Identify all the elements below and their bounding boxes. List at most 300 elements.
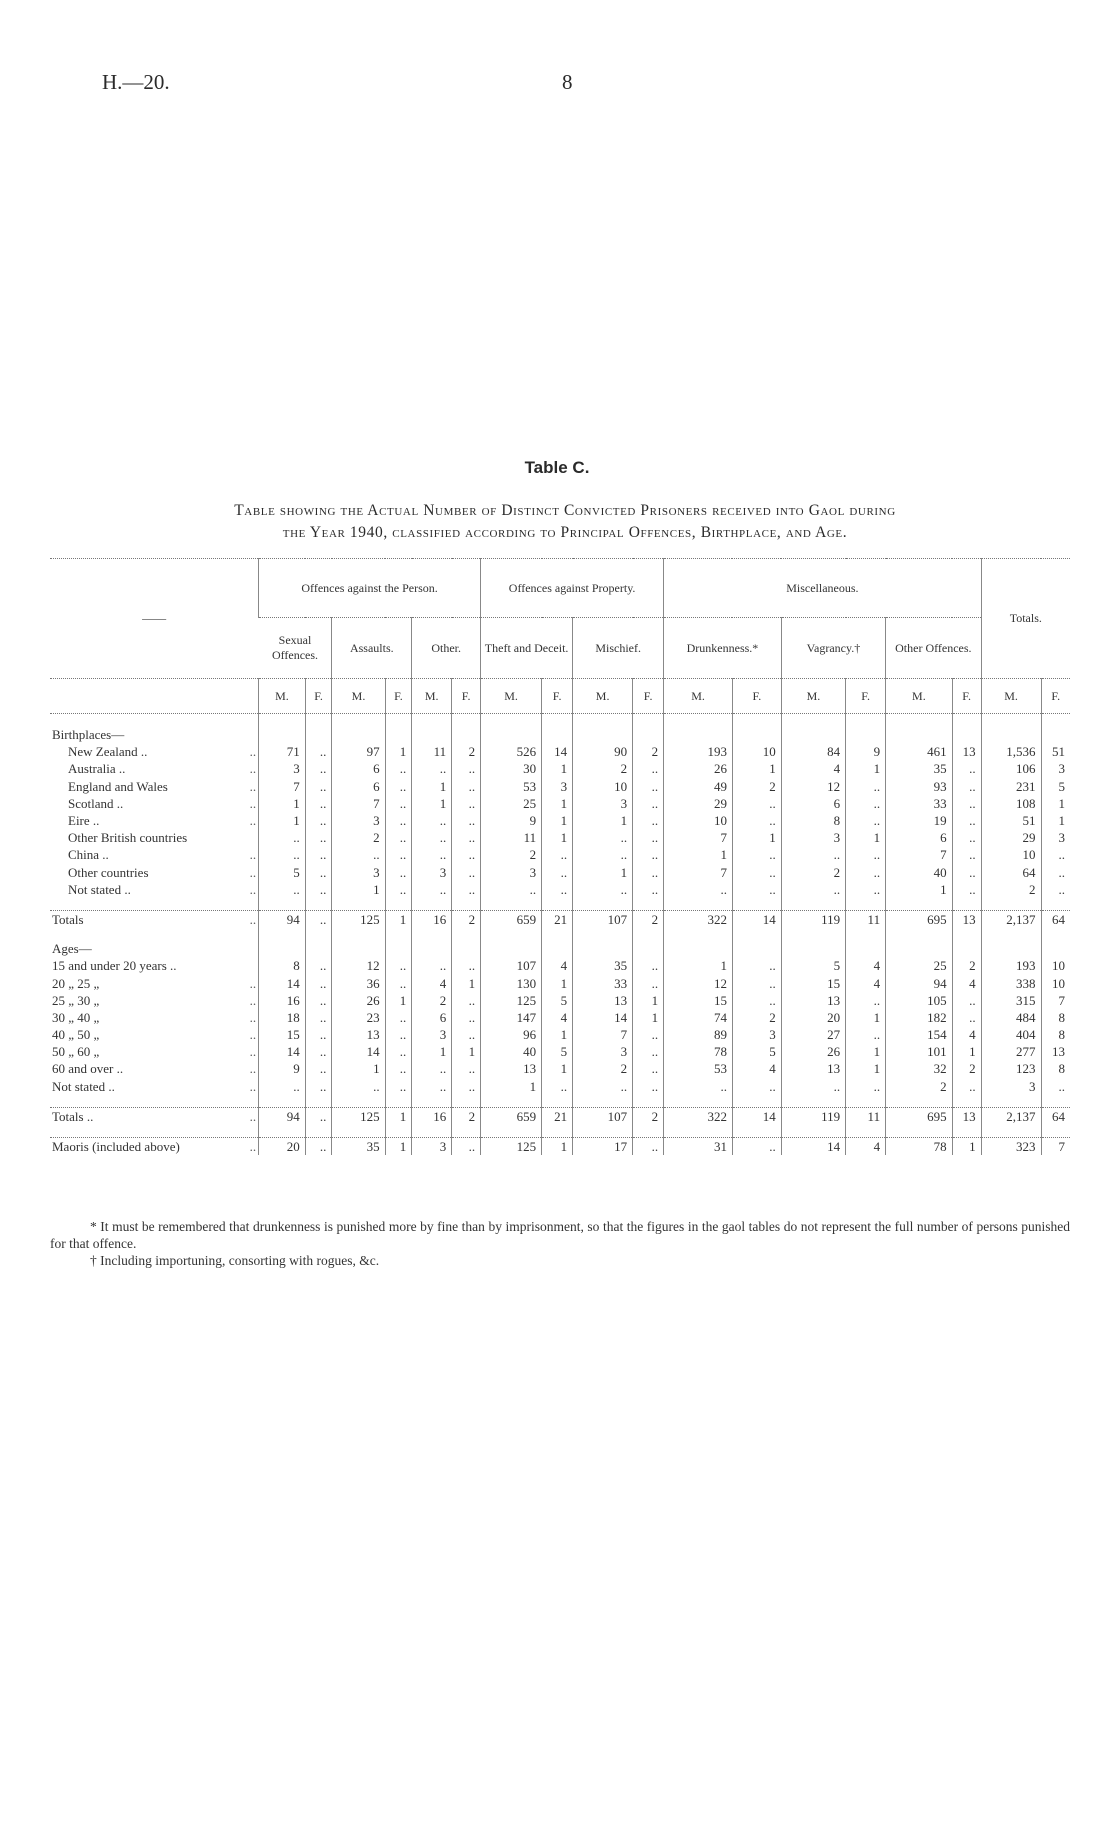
value-cell: 1 xyxy=(542,974,573,991)
maoris-row xyxy=(50,1137,1070,1155)
value-cell: 107 xyxy=(481,957,542,974)
value-cell: 94 xyxy=(886,974,953,991)
value-cell: .. xyxy=(633,846,664,863)
spacer-row xyxy=(50,928,1070,940)
value-cell: 4 xyxy=(846,957,886,974)
value-cell: 2 xyxy=(732,1009,781,1026)
birthplace-row xyxy=(50,795,1070,812)
value-cell: 18 xyxy=(259,1009,306,1026)
value-cell: .. xyxy=(633,795,664,812)
caption-line-2: the Year 1940, classified according to Principal Offences, Birthplace, and Age. xyxy=(282,524,848,541)
value-cell: 182 xyxy=(886,1009,953,1026)
header-other-offences: Other Offences. xyxy=(886,618,982,679)
row-label-text: Other countries xyxy=(68,864,149,880)
value-cell: 11 xyxy=(846,1107,886,1125)
value-cell: 130 xyxy=(481,974,542,991)
header-female: F. xyxy=(952,679,981,714)
value-cell: 1 xyxy=(573,864,633,881)
leader-dots: .. xyxy=(249,864,257,880)
value-cell: .. xyxy=(633,1043,664,1060)
value-cell: .. xyxy=(952,812,981,829)
leader-dots: .. xyxy=(249,1078,257,1094)
value-cell: .. xyxy=(385,812,412,829)
value-cell: 21 xyxy=(542,910,573,928)
age-row xyxy=(50,992,1070,1009)
value-cell: .. xyxy=(452,1060,481,1077)
value-cell: .. xyxy=(385,778,412,795)
page-reference: H.—20. xyxy=(102,70,170,94)
value-cell: 659 xyxy=(481,910,542,928)
value-cell: .. xyxy=(952,992,981,1009)
value-cell: .. xyxy=(542,881,573,898)
header-theft-deceit: Theft and Deceit. xyxy=(481,618,573,679)
value-cell: 96 xyxy=(481,1026,542,1043)
spacer-row xyxy=(50,898,1070,911)
leader-dots: .. xyxy=(249,847,257,863)
value-cell: .. xyxy=(259,1078,306,1095)
value-cell: 277 xyxy=(981,1043,1041,1060)
value-cell: 1 xyxy=(452,974,481,991)
value-cell: 7 xyxy=(886,846,953,863)
value-cell: 461 xyxy=(886,743,953,760)
row-label xyxy=(50,812,259,829)
value-cell: 14 xyxy=(732,1107,781,1125)
value-cell: .. xyxy=(573,846,633,863)
value-cell: 53 xyxy=(481,778,542,795)
value-cell: .. xyxy=(412,1060,452,1077)
row-label-text: Not stated .. xyxy=(52,1078,115,1094)
value-cell: .. xyxy=(952,846,981,863)
value-cell: 193 xyxy=(981,957,1041,974)
value-cell: 3 xyxy=(332,812,385,829)
value-cell: 15 xyxy=(259,1026,306,1043)
value-cell: .. xyxy=(633,974,664,991)
header-male: M. xyxy=(664,679,733,714)
header-sub-blank xyxy=(50,679,259,714)
row-label-text: Eire .. xyxy=(68,813,100,829)
birthplace-row xyxy=(50,812,1070,829)
value-cell: 2 xyxy=(981,881,1041,898)
value-cell: 5 xyxy=(542,992,573,1009)
value-cell: 2,137 xyxy=(981,1107,1041,1125)
value-cell: 2 xyxy=(573,760,633,777)
row-label xyxy=(50,864,259,881)
value-cell: .. xyxy=(573,881,633,898)
row-label xyxy=(50,1137,259,1155)
value-cell: 9 xyxy=(259,1060,306,1077)
value-cell: 40 xyxy=(886,864,953,881)
value-cell: .. xyxy=(385,1009,412,1026)
value-cell: 10 xyxy=(981,846,1041,863)
footnotes xyxy=(50,1218,1070,1269)
value-cell: 14 xyxy=(259,974,306,991)
value-cell: 1 xyxy=(385,910,412,928)
leader-dots: .. xyxy=(249,744,257,760)
value-cell: .. xyxy=(633,957,664,974)
row-label xyxy=(50,1078,259,1095)
value-cell: .. xyxy=(305,957,332,974)
value-cell: .. xyxy=(1041,864,1070,881)
leader-dots: .. xyxy=(249,1139,257,1155)
value-cell: 26 xyxy=(781,1043,845,1060)
value-cell: 26 xyxy=(332,992,385,1009)
value-cell: .. xyxy=(846,846,886,863)
value-cell: 11 xyxy=(481,829,542,846)
row-label-text: Totals xyxy=(52,911,84,927)
table-caption xyxy=(75,500,1055,544)
value-cell: 4 xyxy=(412,974,452,991)
value-cell: 12 xyxy=(332,957,385,974)
birthplace-row xyxy=(50,829,1070,846)
value-cell: 2 xyxy=(633,743,664,760)
row-label-text: Not stated .. xyxy=(68,881,131,897)
value-cell: .. xyxy=(633,1060,664,1077)
value-cell: 40 xyxy=(481,1043,542,1060)
value-cell: 4 xyxy=(952,1026,981,1043)
value-cell: 484 xyxy=(981,1009,1041,1026)
value-cell: 125 xyxy=(332,1107,385,1125)
row-label xyxy=(50,957,259,974)
value-cell: 16 xyxy=(412,1107,452,1125)
value-cell: 3 xyxy=(412,864,452,881)
value-cell: 1 xyxy=(664,846,733,863)
value-cell: 125 xyxy=(481,992,542,1009)
value-cell: .. xyxy=(305,743,332,760)
footnote-vagrancy: † Including importuning, consorting with rogues, &c. xyxy=(90,1253,380,1268)
value-cell: .. xyxy=(305,1026,332,1043)
value-cell: .. xyxy=(452,778,481,795)
value-cell: 13 xyxy=(573,992,633,1009)
value-cell: 13 xyxy=(952,743,981,760)
value-cell: 322 xyxy=(664,1107,733,1125)
value-cell: .. xyxy=(952,1009,981,1026)
value-cell: .. xyxy=(305,1107,332,1125)
row-label-text: 40 „ 50 „ xyxy=(52,1027,100,1043)
value-cell: .. xyxy=(385,829,412,846)
value-cell: 19 xyxy=(886,812,953,829)
value-cell: .. xyxy=(633,864,664,881)
header-female: F. xyxy=(633,679,664,714)
leader-dots: .. xyxy=(249,1027,257,1043)
birthplace-totals-row xyxy=(50,910,1070,928)
value-cell: 5 xyxy=(1041,778,1070,795)
value-cell: 2 xyxy=(633,1107,664,1125)
value-cell: 14 xyxy=(542,743,573,760)
value-cell: 36 xyxy=(332,974,385,991)
value-cell: 11 xyxy=(412,743,452,760)
value-cell: .. xyxy=(633,812,664,829)
row-label xyxy=(50,795,259,812)
value-cell: 94 xyxy=(259,910,306,928)
value-cell: 193 xyxy=(664,743,733,760)
value-cell: 1 xyxy=(385,743,412,760)
value-cell: 3 xyxy=(412,1137,452,1155)
header-male: M. xyxy=(259,679,306,714)
value-cell: 7 xyxy=(664,864,733,881)
age-row xyxy=(50,1009,1070,1026)
value-cell: 33 xyxy=(886,795,953,812)
value-cell: 13 xyxy=(952,910,981,928)
value-cell: 4 xyxy=(542,957,573,974)
value-cell: .. xyxy=(846,881,886,898)
value-cell: .. xyxy=(259,829,306,846)
value-cell: 1 xyxy=(633,1009,664,1026)
header-female: F. xyxy=(542,679,573,714)
value-cell: 23 xyxy=(332,1009,385,1026)
header-mischief: Mischief. xyxy=(573,618,664,679)
value-cell: .. xyxy=(305,846,332,863)
value-cell: 29 xyxy=(981,829,1041,846)
value-cell: .. xyxy=(305,1009,332,1026)
value-cell: 12 xyxy=(664,974,733,991)
value-cell: 1 xyxy=(633,992,664,1009)
row-label-text: England and Wales xyxy=(68,778,168,794)
value-cell: 107 xyxy=(573,1107,633,1125)
page-number: 8 xyxy=(562,70,573,94)
value-cell: 1 xyxy=(385,1137,412,1155)
header-assaults: Assaults. xyxy=(332,618,412,679)
value-cell: 6 xyxy=(332,778,385,795)
value-cell: 71 xyxy=(259,743,306,760)
value-cell: 125 xyxy=(481,1137,542,1155)
value-cell: 154 xyxy=(886,1026,953,1043)
value-cell: 1 xyxy=(846,760,886,777)
value-cell: 30 xyxy=(481,760,542,777)
value-cell: 49 xyxy=(664,778,733,795)
value-cell: 3 xyxy=(573,1043,633,1060)
value-cell: .. xyxy=(542,846,573,863)
value-cell: 7 xyxy=(1041,1137,1070,1155)
row-label-text: 20 „ 25 „ xyxy=(52,975,100,991)
value-cell: 25 xyxy=(886,957,953,974)
value-cell: 90 xyxy=(573,743,633,760)
value-cell: .. xyxy=(952,864,981,881)
value-cell: 1 xyxy=(732,760,781,777)
age-row xyxy=(50,1078,1070,1095)
value-cell: 84 xyxy=(781,743,845,760)
value-cell: 1 xyxy=(332,881,385,898)
caption-line-1: Table showing the Actual Number of Distinct Convicted Prisoners received into Gaol during xyxy=(234,502,896,519)
footnote-drunkenness: * It must be remembered that drunkenness is punished more by fine than by imprisonment, so that the figures in the gaol tables do not represent the full number of persons punished for that offence. xyxy=(50,1219,1070,1251)
value-cell: .. xyxy=(846,1026,886,1043)
value-cell: 10 xyxy=(1041,957,1070,974)
value-cell: .. xyxy=(412,846,452,863)
birthplace-row xyxy=(50,864,1070,881)
value-cell: .. xyxy=(412,812,452,829)
value-cell: 10 xyxy=(573,778,633,795)
value-cell: 89 xyxy=(664,1026,733,1043)
header-male: M. xyxy=(981,679,1041,714)
value-cell: 14 xyxy=(259,1043,306,1060)
value-cell: .. xyxy=(573,1078,633,1095)
value-cell: 3 xyxy=(259,760,306,777)
value-cell: 10 xyxy=(664,812,733,829)
row-label xyxy=(50,992,259,1009)
value-cell: 14 xyxy=(573,1009,633,1026)
birthplace-row xyxy=(50,760,1070,777)
value-cell: .. xyxy=(452,1026,481,1043)
value-cell: .. xyxy=(452,864,481,881)
value-cell: 4 xyxy=(781,760,845,777)
value-cell: 2 xyxy=(452,910,481,928)
value-cell: 1 xyxy=(412,778,452,795)
value-cell: .. xyxy=(452,957,481,974)
row-label-text: 60 and over .. xyxy=(52,1061,124,1077)
value-cell: 3 xyxy=(1041,760,1070,777)
row-label-text: China .. xyxy=(68,847,109,863)
value-cell: 7 xyxy=(573,1026,633,1043)
row-label xyxy=(50,1060,259,1077)
row-label-text: Maoris (included above) xyxy=(52,1139,180,1155)
value-cell: .. xyxy=(846,795,886,812)
leader-dots: .. xyxy=(249,1009,257,1025)
value-cell: 315 xyxy=(981,992,1041,1009)
value-cell: 9 xyxy=(481,812,542,829)
value-cell: .. xyxy=(633,778,664,795)
value-cell: .. xyxy=(452,1137,481,1155)
value-cell: 526 xyxy=(481,743,542,760)
table-title: Table C. xyxy=(524,458,590,477)
value-cell: 1,536 xyxy=(981,743,1041,760)
value-cell: .. xyxy=(952,881,981,898)
value-cell: 659 xyxy=(481,1107,542,1125)
row-label xyxy=(50,760,259,777)
value-cell: 2 xyxy=(781,864,845,881)
row-label xyxy=(50,778,259,795)
value-cell: .. xyxy=(952,795,981,812)
value-cell: .. xyxy=(452,881,481,898)
value-cell: 2 xyxy=(886,1078,953,1095)
age-row xyxy=(50,974,1070,991)
header-drunkenness: Drunkenness.* xyxy=(664,618,782,679)
value-cell: 4 xyxy=(732,1060,781,1077)
value-cell: 1 xyxy=(542,1137,573,1155)
header-male: M. xyxy=(781,679,845,714)
value-cell: 10 xyxy=(1041,974,1070,991)
value-cell: 1 xyxy=(542,1060,573,1077)
leader-dots: .. xyxy=(249,992,257,1008)
age-row xyxy=(50,1043,1070,1060)
value-cell: .. xyxy=(573,829,633,846)
value-cell: 1 xyxy=(385,1107,412,1125)
value-cell: 1 xyxy=(573,812,633,829)
value-cell: .. xyxy=(452,829,481,846)
value-cell: 5 xyxy=(732,1043,781,1060)
spacer-row xyxy=(50,1125,1070,1138)
spacer-row xyxy=(50,1095,1070,1108)
value-cell: .. xyxy=(412,1078,452,1095)
birthplaces-heading-row xyxy=(50,726,1070,743)
value-cell: .. xyxy=(952,1078,981,1095)
value-cell: 20 xyxy=(259,1137,306,1155)
row-label-text: Australia .. xyxy=(68,761,126,777)
prisoners-table xyxy=(50,558,1070,1155)
header-blank: —— xyxy=(50,559,259,679)
value-cell: 1 xyxy=(332,1060,385,1077)
value-cell: 119 xyxy=(781,910,845,928)
leader-dots: .. xyxy=(249,881,257,897)
age-row xyxy=(50,957,1070,974)
value-cell: .. xyxy=(385,760,412,777)
value-cell: 404 xyxy=(981,1026,1041,1043)
value-cell: .. xyxy=(732,992,781,1009)
value-cell: 322 xyxy=(664,910,733,928)
value-cell: .. xyxy=(1041,846,1070,863)
value-cell: 108 xyxy=(981,795,1041,812)
birthplace-row xyxy=(50,778,1070,795)
value-cell: 231 xyxy=(981,778,1041,795)
value-cell: 13 xyxy=(332,1026,385,1043)
leader-dots: .. xyxy=(249,761,257,777)
value-cell: .. xyxy=(385,1078,412,1095)
value-cell: .. xyxy=(412,881,452,898)
value-cell: .. xyxy=(385,1026,412,1043)
age-row xyxy=(50,1026,1070,1043)
leader-dots: .. xyxy=(249,975,257,991)
value-cell: .. xyxy=(305,1137,332,1155)
row-label-text: Scotland .. xyxy=(68,795,124,811)
value-cell: 35 xyxy=(573,957,633,974)
value-cell: 4 xyxy=(846,1137,886,1155)
value-cell: 6 xyxy=(886,829,953,846)
value-cell: 78 xyxy=(664,1043,733,1060)
value-cell: 31 xyxy=(664,1137,733,1155)
value-cell: 1 xyxy=(846,829,886,846)
value-cell: 1 xyxy=(385,992,412,1009)
value-cell: 10 xyxy=(732,743,781,760)
value-cell: 13 xyxy=(781,992,845,1009)
value-cell: .. xyxy=(732,881,781,898)
value-cell: 7 xyxy=(664,829,733,846)
value-cell: .. xyxy=(305,795,332,812)
value-cell: 1 xyxy=(886,881,953,898)
value-cell: .. xyxy=(452,1009,481,1026)
value-cell: .. xyxy=(952,778,981,795)
value-cell: 1 xyxy=(542,760,573,777)
value-cell: 1 xyxy=(732,829,781,846)
row-label xyxy=(50,1107,259,1125)
value-cell: .. xyxy=(664,881,733,898)
value-cell: 64 xyxy=(1041,910,1070,928)
header-female: F. xyxy=(305,679,332,714)
value-cell: .. xyxy=(259,881,306,898)
value-cell: 4 xyxy=(846,974,886,991)
birthplace-row xyxy=(50,846,1070,863)
value-cell: 3 xyxy=(1041,829,1070,846)
header-male: M. xyxy=(332,679,385,714)
value-cell: 7 xyxy=(332,795,385,812)
value-cell: .. xyxy=(732,1137,781,1155)
value-cell: 53 xyxy=(664,1060,733,1077)
value-cell: 78 xyxy=(886,1137,953,1155)
value-cell: 5 xyxy=(542,1043,573,1060)
row-label xyxy=(50,743,259,760)
value-cell: .. xyxy=(732,812,781,829)
value-cell: 2 xyxy=(952,1060,981,1077)
row-label-text: 30 „ 40 „ xyxy=(52,1009,100,1025)
value-cell: .. xyxy=(452,1078,481,1095)
value-cell: 13 xyxy=(1041,1043,1070,1060)
value-cell: 12 xyxy=(781,778,845,795)
value-cell: .. xyxy=(633,829,664,846)
header-male: M. xyxy=(886,679,953,714)
value-cell: .. xyxy=(664,1078,733,1095)
row-label xyxy=(50,846,259,863)
row-label-text: Other British countries xyxy=(68,830,188,846)
row-label xyxy=(50,1043,259,1060)
value-cell: 3 xyxy=(412,1026,452,1043)
row-label-text: Totals .. xyxy=(52,1108,94,1124)
